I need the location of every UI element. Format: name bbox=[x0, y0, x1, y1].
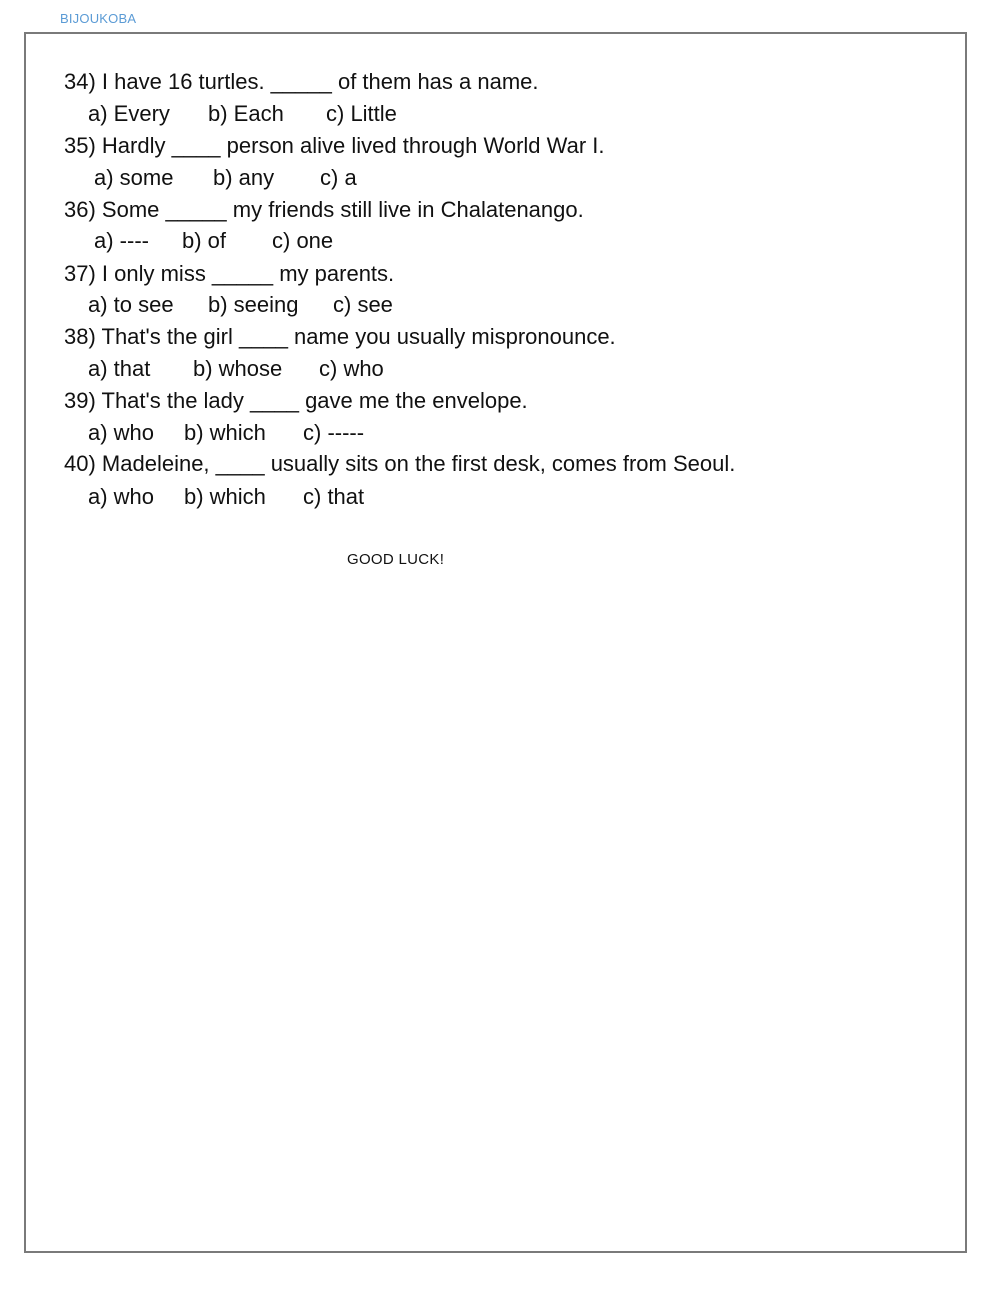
option-c[interactable]: c) who bbox=[319, 356, 384, 381]
option-c[interactable]: c) Little bbox=[326, 101, 397, 126]
question-38: 38) That's the girl ____ name you usually mispronounce. bbox=[64, 324, 616, 349]
question-40: 40) Madeleine, ____ usually sits on the first desk, comes from Seoul. bbox=[64, 451, 736, 476]
option-a[interactable]: a) ---- bbox=[94, 228, 149, 253]
option-b[interactable]: b) Each bbox=[208, 101, 284, 126]
option-a[interactable]: a) that bbox=[88, 356, 151, 381]
option-c[interactable]: c) ----- bbox=[303, 420, 365, 445]
option-a[interactable]: a) Every bbox=[88, 101, 170, 126]
option-b[interactable]: b) whose bbox=[193, 356, 283, 381]
question-34: 34) I have 16 turtles. _____ of them has a name. bbox=[64, 69, 539, 94]
option-a[interactable]: a) who bbox=[88, 420, 155, 445]
option-b[interactable]: b) seeing bbox=[208, 292, 299, 317]
option-c[interactable]: c) that bbox=[303, 484, 365, 509]
option-a[interactable]: a) who bbox=[88, 484, 155, 509]
question-37: 37) I only miss _____ my parents. bbox=[64, 261, 395, 286]
option-a[interactable]: a) to see bbox=[88, 292, 174, 317]
option-b[interactable]: b) which bbox=[184, 484, 266, 509]
option-c[interactable]: c) see bbox=[333, 292, 393, 317]
option-b[interactable]: b) which bbox=[184, 420, 266, 445]
question-35: 35) Hardly ____ person alive lived through World War I. bbox=[64, 133, 605, 158]
option-a[interactable]: a) some bbox=[94, 165, 174, 190]
option-c[interactable]: c) one bbox=[272, 228, 334, 253]
question-39: 39) That's the lady ____ gave me the envelope. bbox=[64, 388, 528, 413]
watermark-text: BIJOUKOBA bbox=[60, 11, 137, 26]
option-b[interactable]: b) any bbox=[213, 165, 275, 190]
closing-message: GOOD LUCK! bbox=[347, 551, 445, 568]
option-c[interactable]: c) a bbox=[320, 165, 357, 190]
question-36: 36) Some _____ my friends still live in Chalatenango. bbox=[64, 197, 584, 222]
option-b[interactable]: b) of bbox=[182, 228, 227, 253]
